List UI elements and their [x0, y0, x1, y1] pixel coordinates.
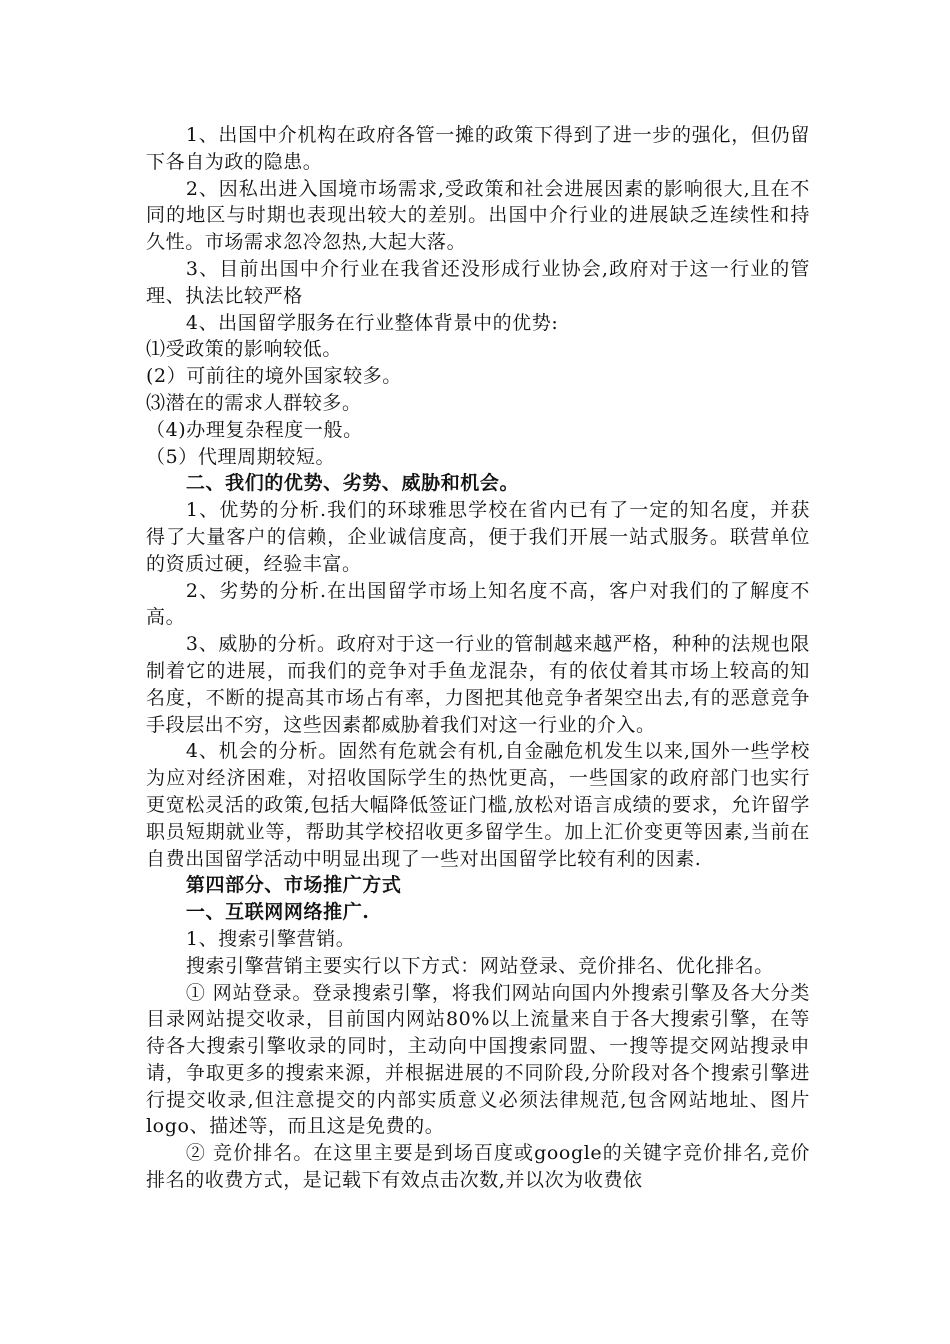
- document-body: [146, 122, 810, 1194]
- paragraph-weaknesses: 2、劣势的分析.在出国留学市场上知名度不高，客户对我们的了解度不高。: [146, 579, 810, 629]
- paragraph-threats: 3、威胁的分析。政府对于这一行业的管制越来越严格，种种的法规也限制着它的进展，而我们的竞争对手鱼龙混杂，有的依仗着其市场上较高的知名度，不断的提高其市场占有率，力图把其他竞争者架空出去,有的恶意竞争手段层出不穷，这些因素都威胁着我们对这一行业的介入。: [146, 633, 810, 736]
- paragraph-paid-ranking: ② 竞价排名。在这里主要是到场百度或google的关键字竞价排名,竞价排名的收费方式，是记载下有效点击次数,并以次为收费依: [146, 1142, 810, 1192]
- list-item-destination-countries: (2）可前往的境外国家较多。: [146, 365, 402, 388]
- section-heading-internet: 一、互联网网络推广.: [185, 901, 370, 924]
- paragraph-search-methods: 搜索引擎营销主要实行以下方式：网站登录、竞价排名、优化排名。: [185, 954, 774, 977]
- list-item-processing-complexity: （4)办理复杂程度一般。: [146, 418, 363, 441]
- paragraph-strengths: 1、优势的分析.我们的环球雅思学校在省内已有了一定的知名度，并获得了大量客户的信赖，企业诚信度高，便于我们开展一站式服务。联营单位的资质过硬，经验丰富。: [146, 499, 810, 575]
- list-item-potential-demand: ⑶潜在的需求人群较多。: [146, 391, 362, 414]
- paragraph-opportunities: 4、机会的分析。固然有危就会有机,自金融危机发生以来,国外一些学校为应对经济困难，对招收国际学生的热忱更高，一些国家的政府部门也实行更宽松灵活的政策,包括大幅降低签证门槛,放松对语言成绩的要求，允许留学职员短期就业等，帮助其学校招收更多留学生。加上汇价变更等因素,当前在自费出国留学活动中明显出现了一些对出国留学比较有利的因素.: [146, 740, 810, 870]
- section-heading-swot: 二、我们的优势、劣势、威胁和机会。: [185, 472, 520, 495]
- paragraph-study-abroad-advantages: 4、出国留学服务在行业整体背景中的优势:: [185, 311, 559, 334]
- part-heading-marketing: 第四部分、市场推广方式: [185, 874, 402, 897]
- list-item-agency-cycle: （5）代理周期较短。: [146, 445, 336, 468]
- paragraph-industry-association: 3、目前出国中介行业在我省还没形成行业协会,政府对于这一行业的管理、执法比较严格: [146, 257, 810, 307]
- paragraph-market-demand: 2、因私出进入国境市场需求,受政策和社会进展因素的影响很大,且在不同的地区与时期也表现出较大的差别。出国中介行业的进展缺乏连续性和持久性。市场需求忽冷忽热,大起大落。: [146, 177, 810, 254]
- paragraph-policy-strengthening: 1、出国中介机构在政府各管一摊的政策下得到了进一步的强化，但仍留下各自为政的隐患。: [146, 124, 810, 173]
- list-item-policy-impact: ⑴受政策的影响较低。: [146, 338, 343, 361]
- paragraph-site-submission: ① 网站登录。登录搜索引擎，将我们网站向国内外搜索引擎及各大分类目录网站提交收录，目前国内网站80%以上流量来自于各大搜索引擎，在等待各大搜索引擎收录的同时，主动向中国搜索同盟、一搜等提交网站搜录申请，争取更多的搜索来源，并根据进展的不同阶段,分阶段对各个搜索引擎进行提交收录,但注意提交的内部实质意义必须法律规范,包含网站地址、图片logo、描述等，而且这是免费的。: [146, 981, 810, 1138]
- subheading-search-engine: 1、搜索引擎营销。: [185, 927, 356, 950]
